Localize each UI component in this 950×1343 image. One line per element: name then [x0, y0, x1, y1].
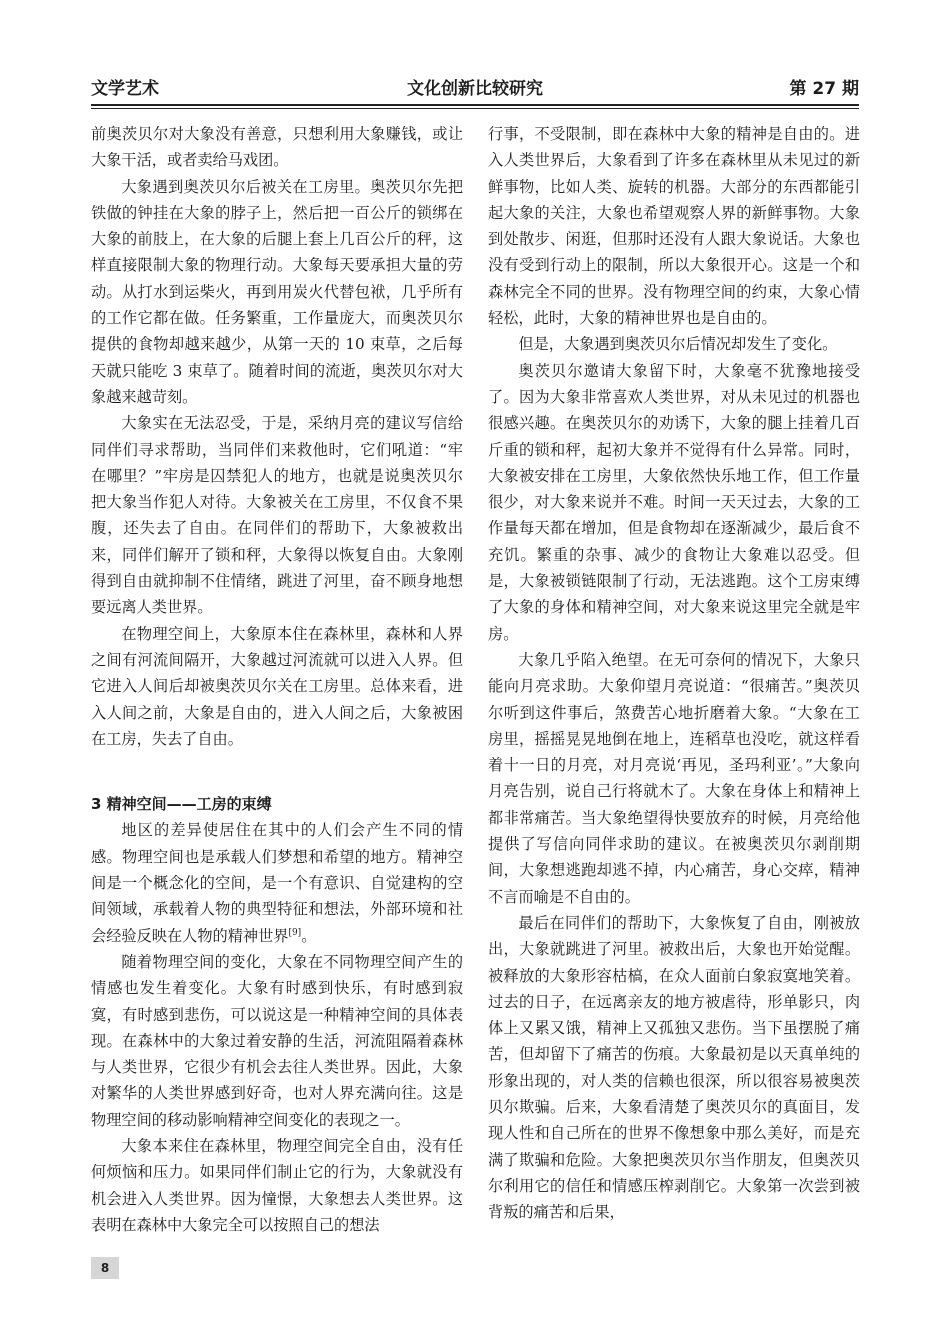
paragraph: 大象实在无法忍受，于是，采纳月亮的建议写信给同伴们寻求帮助，当同伴们来救他时，它们吼道：“牢在哪里？”牢房是囚禁犯人的地方，也就是说奥茨贝尔把大象当作犯人对待。大象被关在工房里，不仅食不果腹，还失去了自由。在同伴们的帮助下，大象被救出来，同伴们解开了锁和秤，大象得以恢复自由。大象刚得到自由就抑制不住情绪，跳进了河里，奋不顾身地想要远离人类世界。	[91, 414, 463, 617]
header-rule-thin	[91, 108, 859, 109]
paragraph-end: 。	[301, 926, 317, 945]
paragraph-text: 地区的差异使居住在其中的人们会产生不同的情感。物理空间也是承载人们梦想和希望的地方。精神空间是一个概念化的空间，是一个有意识、自觉建构的空间领域，承载着人物的典型特征和想法，外部环境和社会经验反映在人物的精神世界	[91, 821, 463, 945]
page-number: 8	[91, 1257, 119, 1279]
header-journal-title: 文化创新比较研究	[407, 79, 543, 99]
paragraph: 奥茨贝尔邀请大象留下时，大象毫不犹豫地接受了。因为大象非常喜欢人类世界，对从未见过的机器也很感兴趣。在奥茨贝尔的劝诱下，大象的腿上挂着几百斤重的锁和秤，起初大象并不觉得有什么异常。同时，大象被安排在工房里，大象依然快乐地工作，但工作量很少，对大象来说并不难。时间一天天过去，大象的工作量每天都在增加，但是食物却在逐渐减少，最后食不充饥。繁重的杂事、减少的食物让大象难以忍受。但是，大象被锁链限制了行动，无法逃跑。这个工房束缚了大象的身体和精神空间，对大象来说这里完全就是牢房。	[488, 361, 860, 643]
paragraph: 大象几乎陷入绝望。在无可奈何的情况下，大象只能向月亮求助。大象仰望月亮说道：“很痛苦。”奥茨贝尔听到这件事后，煞费苦心地折磨着大象。“大象在工房里，摇摇晃晃地倒在地上，连稻草也没吃，就这样看着十一日的月亮，对月亮说‘再见，圣玛利亚’。”大象向月亮告别，说自己行将就木了。大象在身体上和精神上都非常痛苦。当大象绝望得快要放弃的时候，月亮给他提供了写信向同伴求助的建议。在被奥茨贝尔剥削期间，大象想逃跑却逃不掉，内心痛苦，身心交瘁，精神不言而喻是不自由的。	[488, 650, 860, 906]
right-column	[488, 121, 860, 1225]
paragraph-continued: 行事，不受限制，即在森林中大象的精神是自由的。进入人类世界后，大象看到了许多在森林里从未见过的新鲜事物，比如人类、旋转的机器。大部分的东西都能引起大象的关注，大象也希望观察人界的新鲜事物。大象到处散步、闲逛，但那时还没有人跟大象说话。大象也没有受到行动上的限制，所以大象很开心。这是一个和森林完全不同的世界。没有物理空间的约束，大象心情轻松，此时，大象的精神世界也是自由的。	[488, 125, 860, 328]
running-header	[91, 76, 859, 102]
paragraph: 在物理空间上，大象原本住在森林里，森林和人界之间有河流间隔开，大象越过河流就可以进入人界。但它进入人间后却被奥茨贝尔关在工房里。总体来看，进入人间之前，大象是自由的，进入人间之后，大象被困在工房，失去了自由。	[91, 624, 463, 748]
paragraph: 随着物理空间的变化，大象在不同物理空间产生的情感也发生着变化。大象有时感到快乐，有时感到寂寞，有时感到悲伤，可以说这是一种精神空间的具体表现。在森林中的大象过着安静的生活，河流阻隔着森林与人类世界，它很少有机会去往人类世界。因此，大象对繁华的人类世界感到好奇，也对人界充满向往。这是物理空间的移动影响精神空间变化的表现之一。	[91, 952, 463, 1129]
header-section-label: 文学艺术	[91, 79, 159, 99]
header-rule-thick	[91, 104, 859, 106]
paragraph: 大象本来住在森林里，物理空间完全自由，没有任何烦恼和压力。如果同伴们制止它的行为，大象就没有机会进入人类世界。因为憧憬，大象想去人类世界。这表明在森林中大象完全可以按照自己的想法	[91, 1136, 463, 1234]
paragraph: 最后在同伴们的帮助下，大象恢复了自由，刚被放出，大象就跳进了河里。被救出后，大象也开始觉醒。被释放的大象形容枯槁，在众人面前白象寂寞地笑着。过去的日子，在远离亲友的地方被虐待，形单影只，肉体上又累又饿，精神上又孤独又悲伤。当下虽摆脱了痛苦，但却留下了痛苦的伤痕。大象最初是以天真单纯的形象出现的，对人类的信赖也很深，所以很容易被奥茨贝尔欺骗。后来，大象看清楚了奥茨贝尔的真面目，发现人性和自己所在的世界不像想象中那么美好，而是充满了欺骗和危险。大象把奥茨贝尔当作朋友，但奥茨贝尔利用它的信任和情感压榨剥削它。大象第一次尝到被背叛的痛苦和后果，	[488, 913, 860, 1222]
header-issue-number: 第 27 期	[789, 79, 859, 99]
citation-marker: [9]	[288, 927, 302, 938]
paragraph: 但是，大象遇到奥茨贝尔后情况却发生了变化。	[518, 335, 838, 354]
left-column	[91, 121, 463, 1238]
paragraph-with-citation	[91, 817, 463, 948]
section-heading: 3 精神空间——工房的束缚	[91, 795, 272, 814]
paragraph: 大象遇到奥茨贝尔后被关在工房里。奥茨贝尔先把铁做的钟挂在大象的脖子上，然后把一百公斤的锁绑在大象的前肢上，在大象的后腿上套上几百公斤的秤，这样直接限制大象的物理行动。大象每天要承担大量的劳动。从打水到运柴火，再到用炭火代替包袱，几乎所有的工作它都在做。任务繁重，工作量庞大，而奥茨贝尔提供的食物却越来越少，从第一天的 10 束草，之后每天就只能吃 3 束草了。随着时间的流逝，奥茨贝尔对大象越来越苛刻。	[91, 177, 463, 406]
paragraph-continued: 前奥茨贝尔对大象没有善意，只想利用大象赚钱，或让大象干活，或者卖给马戏团。	[91, 125, 463, 170]
